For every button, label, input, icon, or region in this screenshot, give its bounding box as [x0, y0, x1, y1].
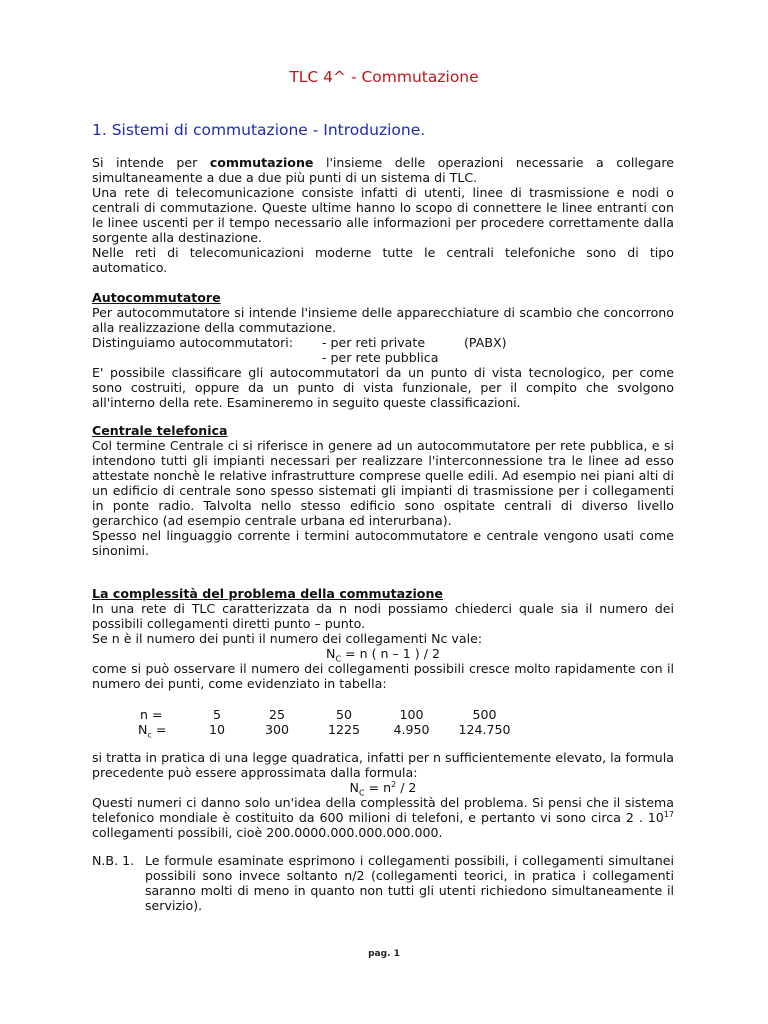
autocommutatore-list-row-1: [92, 335, 674, 350]
paragraph-text: collegamenti possibili, cioè 200.0000.000.000.000.000.: [92, 825, 443, 840]
page-number: pag. 1: [368, 949, 400, 959]
table-cell: 5: [212, 707, 221, 722]
autocommutatore-section: [92, 290, 674, 410]
autocommutatore-title: Autocommutatore: [92, 290, 221, 305]
links-table: [92, 707, 674, 740]
formula-approx: [92, 779, 674, 798]
complessita-section: [92, 586, 674, 691]
intro-text: l'insieme delle operazioni necessarie a collegare simultaneamente a due a due più punti di un sistema di TLC.: [92, 155, 674, 185]
complessita-paragraph-3: come si può osservare il numero dei collegamenti possibili cresce molto rapidamente con il numero dei punti, come evidenziato in tabella:: [92, 661, 674, 691]
formula-sup: 2: [391, 779, 397, 789]
formula-sub: C: [358, 788, 365, 798]
formula-text: = n: [364, 780, 392, 795]
table-cell: 25: [268, 707, 286, 722]
formula-nc: [92, 646, 674, 664]
nota-bene-label: N.B. 1.: [92, 853, 135, 868]
label-text: =: [151, 722, 167, 737]
complessita-continued: [92, 750, 674, 840]
label-sub: c: [147, 730, 152, 740]
commutazione-term: commutazione: [209, 155, 314, 170]
centrale-paragraph-2: Spesso nel linguaggio corrente i termini autocommutatore e centrale vengono usati come sinonimi.: [92, 528, 674, 558]
table-cell: 300: [264, 722, 290, 737]
table-cell: 50: [335, 707, 353, 722]
formula-text: = n ( n – 1 ) / 2: [341, 646, 440, 661]
intro-section: [92, 155, 674, 275]
row-label-n: n =: [140, 707, 163, 722]
complessita-paragraph-4: si tratta in pratica di una legge quadratica, infatti per n sufficientemente elevato, la formula precedente può essere approssimata dalla formula:: [92, 750, 674, 780]
intro-paragraph-2: Una rete di telecomunicazione consiste infatti di utenti, linee di trasmissione e nodi o centrali di commutazione. Queste ultime hanno lo scopo di connettere le linee entranti con le linee uscenti per il tempo necessario alle informazioni per procedere correttamente dalla sorgente alla destinazione.: [92, 185, 674, 245]
table-cell: 100: [399, 707, 424, 722]
document-title: TLC 4^ - Commutazione: [289, 68, 479, 86]
table-cell: 10: [208, 722, 226, 737]
autocommutatore-paragraph-1: Per autocommutatore si intende l'insieme delle apparecchiature di scambio che concorrono alla realizzazione della commutazione.: [92, 305, 674, 335]
table-cell: 500: [472, 707, 497, 722]
pabx-note: (PABX): [464, 335, 507, 350]
table-row-n: [92, 707, 674, 722]
centrale-paragraph-1: Col termine Centrale ci si riferisce in genere ad un autocommutatore per rete pubblica, e si intendono tutti gli impianti necessari per realizzare l'interconnessione tra le linee ad esso attestate nonchè le relative infrastrutture comprese quelle edili. Ad esempio nei piani alti di un edificio di centrale sono spesso sistemati gli impianti di trasmissione per i collegamenti in ponte radio. Talvolta nello stesso edificio sono ospitate centrali di diverso livello gerarchico (ad esempio centrale urbana ed interurbana).: [92, 438, 674, 528]
formula-text: N: [326, 646, 336, 661]
complessita-paragraph-5: [92, 795, 674, 840]
table-cell: 4.950: [393, 722, 430, 737]
intro-paragraph-1: [92, 155, 674, 185]
intro-paragraph-3: Nelle reti di telecomunicazioni moderne tutte le centrali telefoniche sono di tipo automatico.: [92, 245, 674, 275]
label-text: N: [138, 722, 148, 737]
nota-bene-text: Le formule esaminate esprimono i collegamenti possibili, i collegamenti simultanei possibili sono invece soltanto n/2 (collegamenti teorici, in pratica i collegamenti saranno molti di meno in quanto non tutti gli utenti richiedono simultaneamente il servizio).: [145, 853, 674, 913]
centrale-title: Centrale telefonica: [92, 423, 228, 438]
autocommutatore-paragraph-2: E' possibile classificare gli autocommutatori da un punto di vista tecnologico, per come sono costruiti, oppure da un punto di vista funzionale, per il compito che svolgono all'interno della rete. Esamineremo in seguito queste classificazioni.: [92, 365, 674, 410]
complessita-title: La complessità del problema della commutazione: [92, 586, 443, 601]
list-item-public: - per rete pubblica: [322, 350, 439, 365]
formula-text: N: [349, 780, 359, 795]
section-heading: 1. Sistemi di commutazione - Introduzione.: [92, 121, 426, 139]
exponent: 17: [663, 809, 674, 819]
complessita-paragraph-1: In una rete di TLC caratterizzata da n nodi possiamo chiederci quale sia il numero dei possibili collegamenti diretti punto – punto.: [92, 601, 674, 631]
autocommutatore-list-row-2: [92, 350, 674, 365]
table-cell: 1225: [327, 722, 361, 737]
distinguish-label: Distinguiamo autocommutatori:: [92, 335, 294, 350]
centrale-section: [92, 423, 674, 558]
intro-text: Si intende per: [92, 155, 210, 170]
row-label-nc: [138, 722, 167, 740]
table-row-nc: [92, 722, 674, 740]
table-cell: 124.750: [458, 722, 511, 737]
formula-sub: C: [335, 654, 342, 664]
formula-text: / 2: [396, 780, 417, 795]
paragraph-text: Questi numeri ci danno solo un'idea della complessità del problema. Si pensi che il sistema telefonico mondiale è costituito da 600 milioni di telefoni, e pertanto vi sono circa 2 . 10: [92, 795, 674, 825]
complessita-paragraph-2: Se n è il numero dei punti il numero dei collegamenti Nc vale:: [92, 631, 483, 646]
list-item-private: - per reti private: [322, 335, 426, 350]
